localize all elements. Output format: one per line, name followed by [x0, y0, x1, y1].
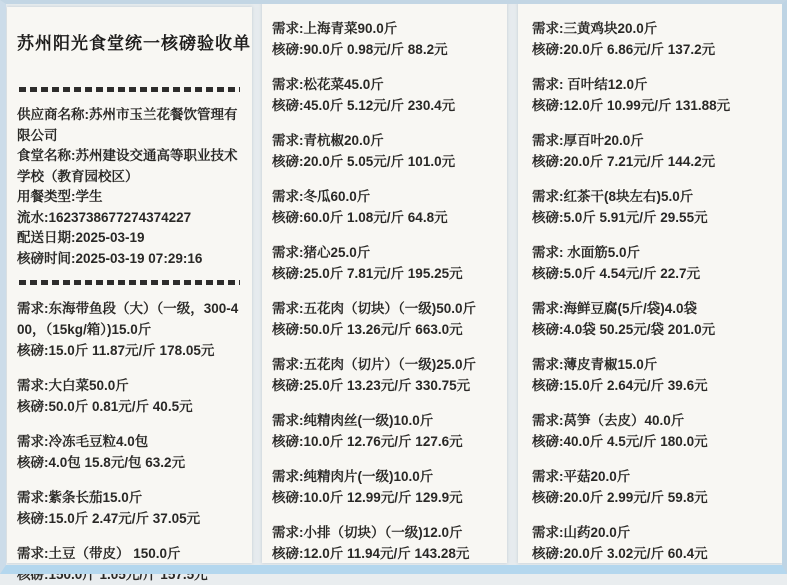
demand-line: 需求:平菇20.0斤 [532, 469, 631, 484]
demand-line: 需求:山药20.0斤 [532, 525, 631, 540]
item-block [272, 74, 497, 116]
item-block [17, 298, 242, 361]
item-block [272, 410, 497, 452]
item-block [532, 410, 772, 452]
demand-line: 需求:纯精肉丝(一级)10.0斤 [272, 413, 434, 428]
weigh-line: 核磅:20.0斤 5.05元/斤 101.0元 [272, 154, 456, 169]
info-line: 食堂名称:苏州建设交通高等职业技术学校（教育园校区） [17, 148, 238, 184]
demand-line: 需求:小排（切块）（一级)12.0斤 [272, 525, 463, 540]
weigh-line: 核磅:15.0斤 2.47元/斤 37.05元 [17, 511, 201, 526]
weigh-line: 核磅:40.0斤 4.5元/斤 180.0元 [532, 434, 708, 449]
weigh-line: 核磅:45.0斤 5.12元/斤 230.4元 [272, 98, 456, 113]
item-block [272, 18, 497, 60]
weigh-line: 核磅:5.0斤 5.91元/斤 29.55元 [532, 210, 708, 225]
weigh-line: 核磅:150.0斤 1.05元/斤 157.5元 [17, 567, 208, 582]
item-block [532, 354, 772, 396]
weigh-line: 核磅:15.0斤 2.64元/斤 39.6元 [532, 378, 708, 393]
item-block [532, 242, 772, 284]
item-block [272, 466, 497, 508]
receipt-column-1 [7, 7, 252, 582]
weigh-line: 核磅:25.0斤 7.81元/斤 195.25元 [272, 266, 463, 281]
weigh-line: 核磅:12.0斤 11.94元/斤 143.28元 [272, 546, 470, 561]
item-block [272, 242, 497, 284]
receipt-title: 苏州阳光食堂统一核磅验收单 [17, 34, 251, 53]
item-block [272, 522, 497, 564]
demand-line: 需求: 水面筋5.0斤 [532, 245, 641, 260]
weigh-line: 核磅:20.0斤 7.21元/斤 144.2元 [532, 154, 716, 169]
demand-line: 需求:冷冻毛豆粒4.0包 [17, 434, 149, 449]
item-block [17, 375, 242, 417]
weigh-line: 核磅:25.0斤 13.23元/斤 330.75元 [272, 378, 471, 393]
item-block [272, 298, 497, 340]
info-line: 流水:1623738677274374227 [17, 209, 192, 225]
item-block [17, 543, 242, 585]
demand-line: 需求:紫条长茄15.0斤 [17, 490, 143, 505]
demand-line: 需求:五花肉（切块）（一级)50.0斤 [272, 301, 477, 316]
item-block [272, 354, 497, 396]
info-line: 核磅时间:2025-03-19 07:29:16 [17, 250, 203, 266]
item-block [532, 130, 772, 172]
item-block [532, 466, 772, 508]
weigh-line: 核磅:15.0斤 11.87元/斤 178.05元 [17, 343, 215, 358]
demand-line: 需求:上海青菜90.0斤 [272, 21, 398, 36]
demand-line: 需求:海鲜豆腐(5斤/袋)4.0袋 [532, 301, 698, 316]
weigh-line: 核磅:5.0斤 4.54元/斤 22.7元 [532, 266, 701, 281]
item-list-1 [17, 298, 242, 585]
item-block [532, 186, 772, 228]
demand-line: 需求:三黄鸡块20.0斤 [532, 21, 658, 36]
weigh-line: 核磅:90.0斤 0.98元/斤 88.2元 [272, 42, 448, 57]
item-block [272, 186, 497, 228]
weigh-line: 核磅:4.0袋 50.25元/袋 201.0元 [532, 322, 716, 337]
weigh-line: 核磅:12.0斤 10.99元/斤 131.88元 [532, 98, 731, 113]
dashed-separator-top [19, 87, 240, 92]
item-block [532, 298, 772, 340]
demand-line: 需求:东海带鱼段（大）（一级，300-400，（15kg/箱）)15.0斤 [17, 301, 239, 337]
receipt-column-3 [518, 3, 782, 563]
item-list-2 [272, 3, 497, 564]
item-block [272, 130, 497, 172]
weigh-line: 核磅:20.0斤 3.02元/斤 60.4元 [532, 546, 708, 561]
weigh-line: 核磅:4.0包 15.8元/包 63.2元 [17, 455, 186, 470]
item-block [532, 18, 772, 60]
weigh-line: 核磅:50.0斤 13.26元/斤 663.0元 [272, 322, 463, 337]
demand-line: 需求:厚百叶20.0斤 [532, 133, 644, 148]
demand-line: 需求:莴笋（去皮）40.0斤 [532, 413, 685, 428]
weigh-line: 核磅:50.0斤 0.81元/斤 40.5元 [17, 399, 193, 414]
demand-line: 需求:猪心25.0斤 [272, 245, 371, 260]
weigh-line: 核磅:60.0斤 1.08元/斤 64.8元 [272, 210, 448, 225]
dashed-separator-middle [19, 280, 240, 285]
demand-line: 需求:冬瓜60.0斤 [272, 189, 371, 204]
info-line: 配送日期:2025-03-19 [17, 230, 145, 245]
info-line: 用餐类型:学生 [17, 189, 103, 204]
demand-line: 需求:大白菜50.0斤 [17, 378, 129, 393]
demand-line: 需求:红茶干(8块左右)5.0斤 [532, 189, 694, 204]
info-line: 供应商名称:苏州市玉兰花餐饮管理有限公司 [17, 107, 238, 143]
item-block [17, 431, 242, 473]
item-list-3 [532, 3, 772, 564]
item-block [532, 74, 772, 116]
weigh-line: 核磅:20.0斤 6.86元/斤 137.2元 [532, 42, 716, 57]
item-block [532, 522, 772, 564]
item-block [17, 487, 242, 529]
demand-line: 需求: 百叶结12.0斤 [532, 77, 648, 92]
demand-line: 需求:纯精肉片(一级)10.0斤 [272, 469, 434, 484]
demand-line: 需求:松花菜45.0斤 [272, 77, 384, 92]
receipt-column-2 [262, 3, 507, 563]
demand-line: 需求:薄皮青椒15.0斤 [532, 357, 658, 372]
weigh-line: 核磅:10.0斤 12.76元/斤 127.6元 [272, 434, 463, 449]
weigh-line: 核磅:10.0斤 12.99元/斤 129.9元 [272, 490, 463, 505]
receipt-info [17, 105, 242, 269]
demand-line: 需求:土豆（带皮） 150.0斤 [17, 546, 181, 561]
demand-line: 需求:青杭椒20.0斤 [272, 133, 384, 148]
weigh-line: 核磅:20.0斤 2.99元/斤 59.8元 [532, 490, 708, 505]
demand-line: 需求:五花肉（切片）（一级)25.0斤 [272, 357, 477, 372]
